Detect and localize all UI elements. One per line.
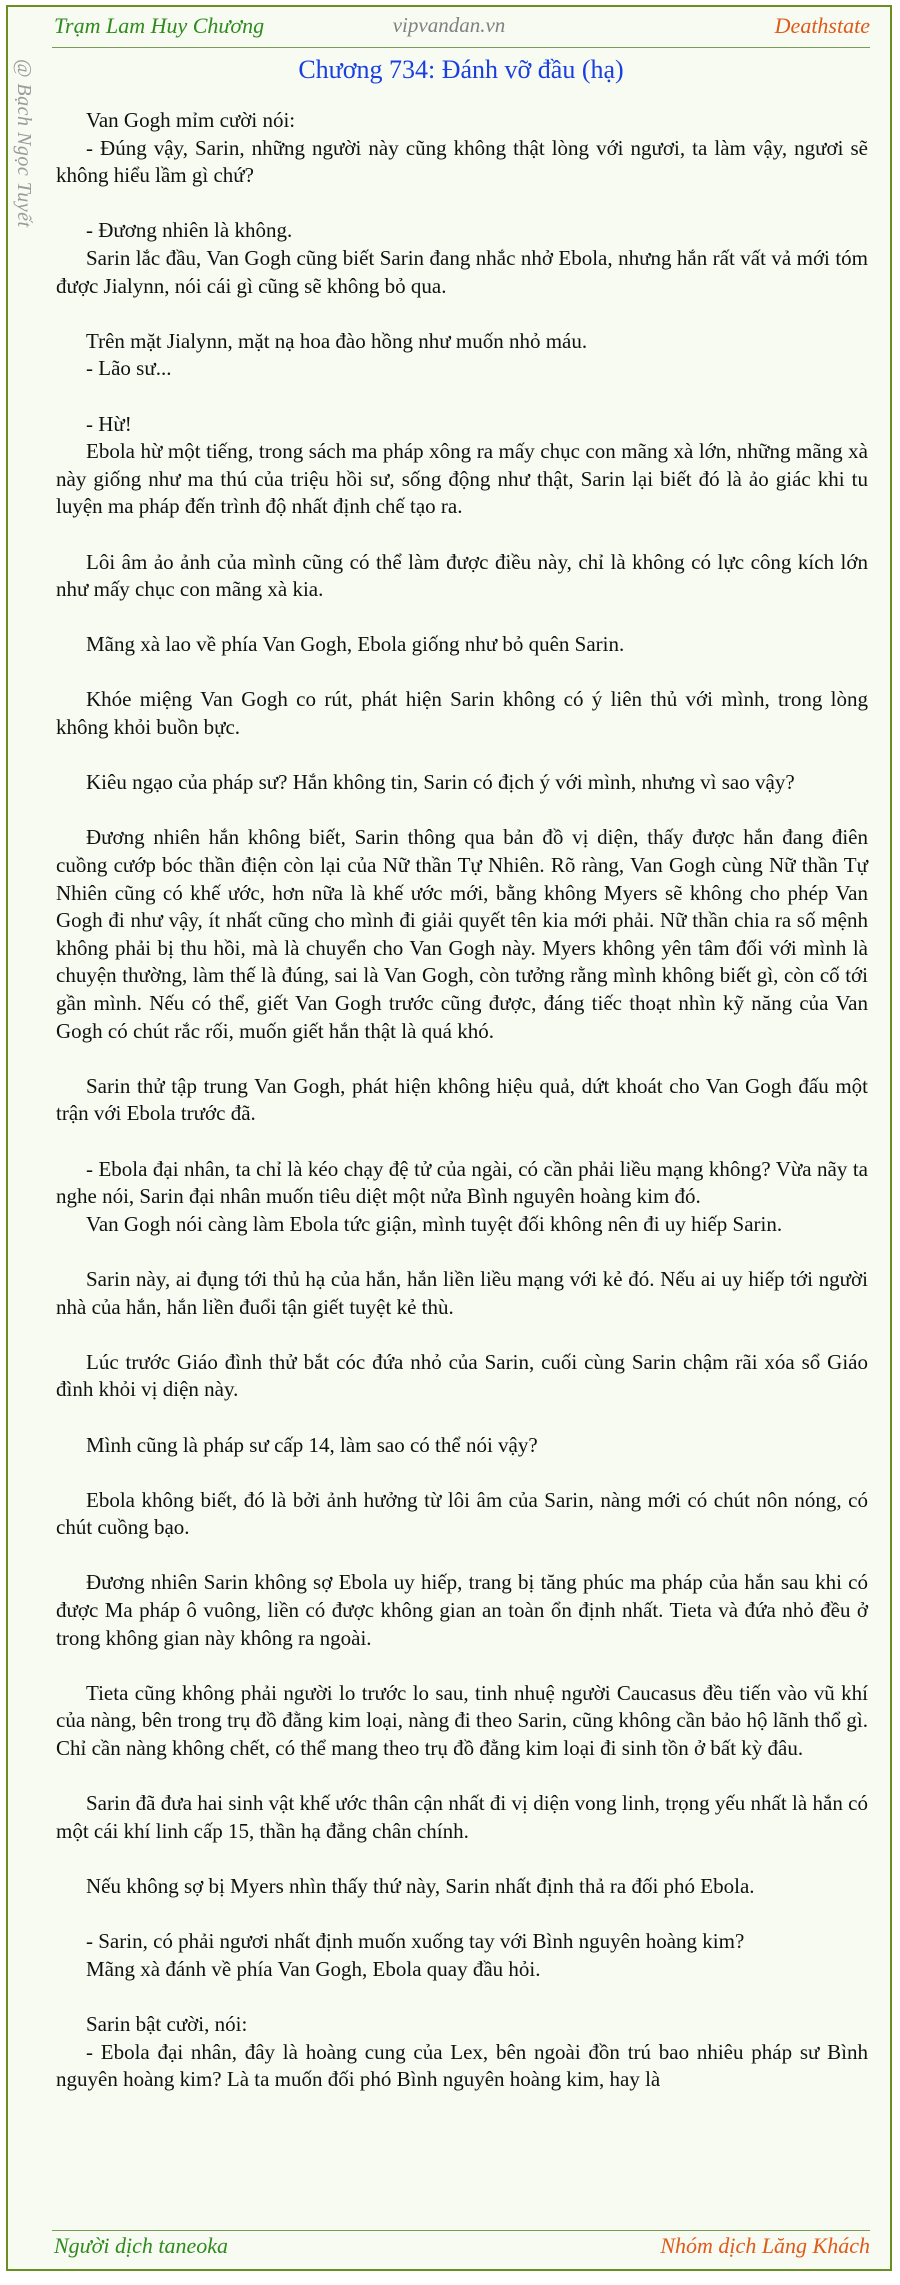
paragraph: Tieta cũng không phải người lo trước lo sau, tinh nhuệ người Caucasus đều tiến vào vũ khí của nàng, bên trong trụ đồ đằng kim loại, nàng đi theo Sarin, cũng không cần bảo hộ lãnh thổ gì. Chỉ cần nàng không chết, có thể mang theo trụ đồ đằng kim loại đi sinh tồn ở bất kỳ đâu. <box>56 1680 868 1761</box>
paragraph: Đương nhiên Sarin không sợ Ebola uy hiếp, trang bị tăng phúc ma pháp của hắn sau khi có được Ma pháp ô vuông, liền có được không gian an toàn ổn định nhất. Tieta và đứa nhỏ đều ở trong không gian này không ra ngoài. <box>56 1570 868 1650</box>
paragraph: Sarin đã đưa hai sinh vật khế ước thân cận nhất đi vị diện vong linh, trọng yếu nhất là hắn có một cái khí linh cấp 15, thần hạ đẳng chân chính. <box>56 1791 868 1843</box>
paragraph: Trên mặt Jialynn, mặt nạ hoa đào hồng như muốn nhỏ máu. <box>86 328 588 353</box>
paragraph: Nếu không sợ bị Myers nhìn thấy thứ này, Sarin nhất định thả ra đối phó Ebola. <box>86 1874 755 1898</box>
header-left-text: Trạm Lam Huy Chương <box>54 13 265 38</box>
paragraph: - Đúng vậy, Sarin, những người này cũng không thật lòng với ngươi, ta làm vậy, ngươi sẽ không hiểu lầm gì chứ? <box>56 135 868 188</box>
paragraph: Sarin này, ai đụng tới thủ hạ của hắn, hắn liền liều mạng với kẻ đó. Nếu ai uy hiếp tới người nhà của hắn, hắn liền đuổi tận giết tuyệt kẻ thù. <box>56 1266 868 1319</box>
header-right-text: Deathstate <box>774 13 870 38</box>
header-divider <box>52 47 870 48</box>
paragraph: - Ebola đại nhân, đây là hoàng cung của Lex, bên ngoài đồn trú bao nhiêu pháp sư Bình nguyên hoàng kim? Là ta muốn đối phó Bình nguyên hoàng kim, hay là <box>56 2039 868 2092</box>
paragraph: - Sarin, có phải ngươi nhất định muốn xuống tay với Bình nguyên hoàng kim? <box>86 1929 745 1954</box>
paragraph: - Đương nhiên là không. <box>86 218 293 243</box>
header-site-text: vipvandan.vn <box>392 13 506 37</box>
paragraph: Khóe miệng Van Gogh co rút, phát hiện Sarin không có ý liên thủ với mình, trong lòng không khỏi buồn bực. <box>56 687 868 740</box>
paragraph: Sarin lắc đầu, Van Gogh cũng biết Sarin đang nhắc nhở Ebola, nhưng hắn rất vất vả mới tóm được Jialynn, nói cái gì cũng sẽ không bỏ qua. <box>56 245 868 298</box>
paragraph: Van Gogh nói càng làm Ebola tức giận, mình tuyệt đối không nên đi uy hiếp Sarin. <box>86 1211 783 1236</box>
footer-translator: Người dịch taneoka <box>54 2233 229 2258</box>
paragraph: - Lão sư... <box>86 356 172 381</box>
chapter-body <box>56 107 868 2094</box>
footer-group: Nhóm dịch Lăng Khách <box>660 2233 870 2258</box>
paragraph: - Ebola đại nhân, ta chỉ là kéo chạy đệ tử của ngài, có cần phải liều mạng không? Vừa nãy ta nghe nói, Sarin đại nhân muốn tiêu diệt một nửa Bình nguyên hoàng kim đó. <box>56 1156 868 1209</box>
paragraph: Mãng xà đánh về phía Van Gogh, Ebola quay đầu hỏi. <box>86 1956 541 1981</box>
paragraph: Lôi âm ảo ảnh của mình cũng có thể làm được điều này, chỉ là không có lực công kích lớn như mấy chục con mãng xà kia. <box>56 549 868 602</box>
paragraph: Lúc trước Giáo đình thử bắt cóc đứa nhỏ của Sarin, cuối cùng Sarin chậm rãi xóa sổ Giáo đình khỏi vị diện này. <box>56 1349 868 1402</box>
paragraph: Sarin bật cười, nói: <box>86 2011 248 2036</box>
page-header <box>8 13 890 43</box>
paragraph: Van Gogh mỉm cười nói: <box>86 108 296 132</box>
paragraph: Kiêu ngạo của pháp sư? Hắn không tin, Sarin có địch ý với mình, nhưng vì sao vậy? <box>86 770 795 795</box>
paragraph: Đương nhiên hắn không biết, Sarin thông qua bản đồ vị diện, thấy được hắn đang điên cuồng cướp bóc thần điện còn lại của Nữ thần Tự Nhiên. Rõ ràng, Van Gogh cùng Nữ thần Tự Nhiên cũng có khế ước, hơn nữa là khế ước mới, bằng không Myers sẽ không cho phép Van Gogh đi như vậy, ít nhất cũng cho mình đi giải quyết tên kia mới phải. Nữ thần chia ra số mệnh không phải bị thu hồi, mà là chuyển cho Van Gogh này. Myers không yên tâm đối với mình là chuyện thường, làm thế là đúng, sai là Van Gogh, còn tưởng rằng mình không biết gì, còn cố tới gần mình. Nếu có thể, giết Van Gogh trước cũng được, đáng tiếc thoạt nhìn kỹ năng của Van Gogh có chút rắc rối, muốn giết hắn thật là quá khó. <box>56 825 868 1043</box>
paragraph: Mình cũng là pháp sư cấp 14, làm sao có thể nói vậy? <box>86 1432 538 1457</box>
paragraph: Sarin thử tập trung Van Gogh, phát hiện không hiệu quả, dứt khoát cho Van Gogh đấu một trận với Ebola trước đã. <box>56 1073 868 1126</box>
paragraph: Ebola hừ một tiếng, trong sách ma pháp xông ra mấy chục con mãng xà lớn, những mãng xà này giống như ma thú của triệu hồi sư, sống động như thật, Sarin lại biết đó là ảo giác khi tu luyện ma pháp đến trình độ nhất định chế tạo ra. <box>56 439 868 519</box>
chapter-title: Chương 734: Đánh vỡ đầu (hạ) <box>298 55 624 84</box>
footer-divider <box>52 2230 870 2231</box>
page-frame <box>6 5 892 2271</box>
paragraph: Ebola không biết, đó là bởi ảnh hưởng từ lôi âm của Sarin, nàng mới có chút nôn nóng, có chút cuồng bạo. <box>56 1487 868 1540</box>
side-watermark: @ Bạch Ngọc Tuyết <box>13 59 35 228</box>
paragraph: Mãng xà lao về phía Van Gogh, Ebola giống như bỏ quên Sarin. <box>86 632 625 657</box>
paragraph: - Hừ! <box>86 411 132 436</box>
page-footer <box>8 2233 890 2263</box>
